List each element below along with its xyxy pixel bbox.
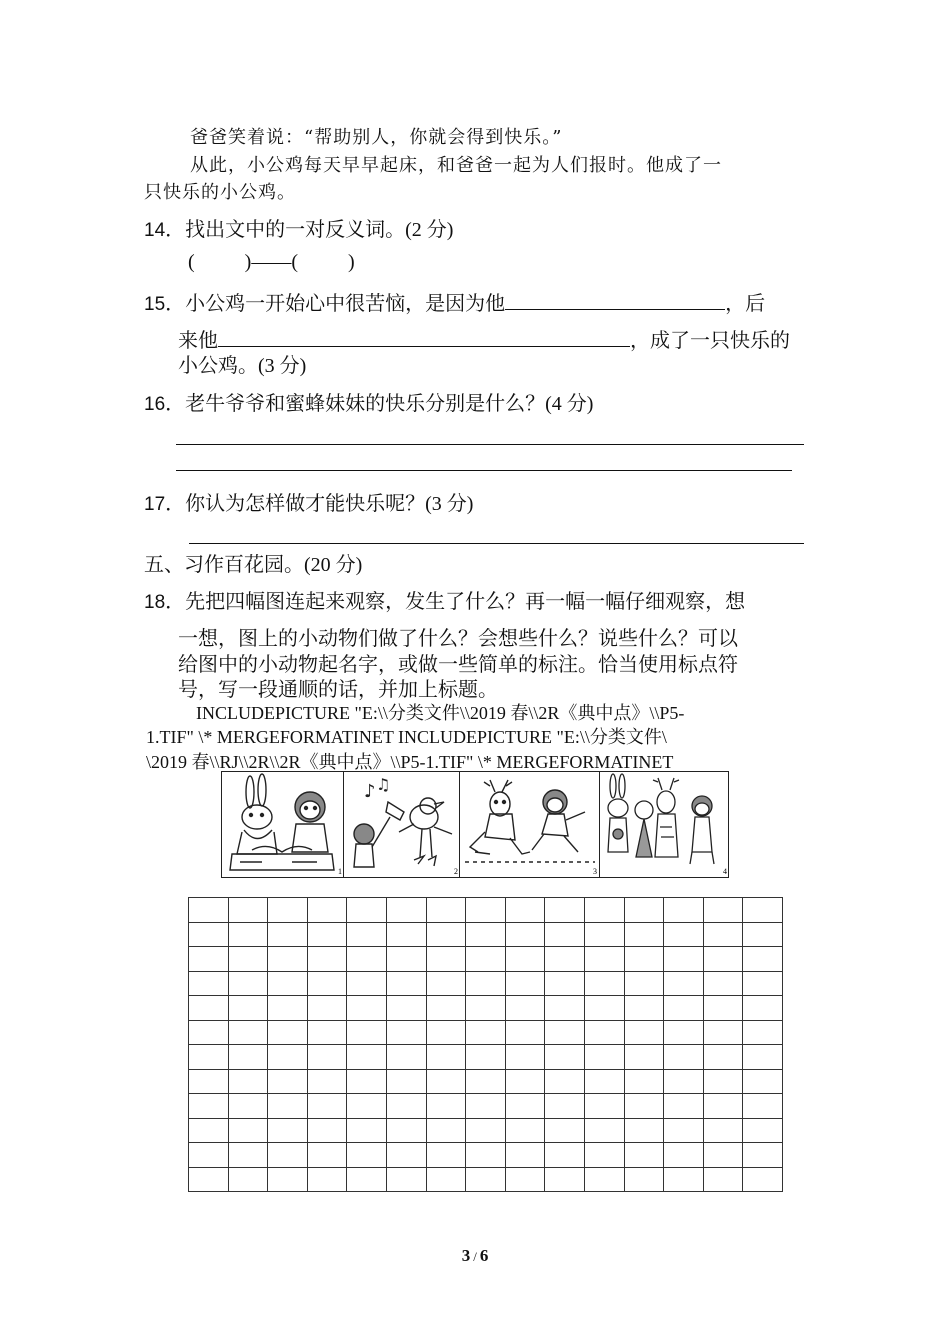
grid-cell[interactable] xyxy=(268,971,308,996)
grid-cell[interactable] xyxy=(228,1094,268,1119)
question-16: 16．老牛爷爷和蜜蜂妹妹的快乐分别是什么？(4 分) xyxy=(144,393,594,415)
grid-cell[interactable] xyxy=(505,922,545,947)
grid-cell[interactable] xyxy=(664,1094,704,1119)
grid-cell[interactable] xyxy=(347,1167,387,1192)
grid-row xyxy=(189,922,783,947)
grid-cell[interactable] xyxy=(426,947,466,972)
question-number: 18 xyxy=(144,592,166,613)
question-17: 17．你认为怎样做才能快乐呢？(3 分) xyxy=(144,493,474,515)
grid-cell[interactable] xyxy=(505,1094,545,1119)
grid-cell[interactable] xyxy=(505,1045,545,1070)
grid-cell[interactable] xyxy=(307,1118,347,1143)
grid-cell[interactable] xyxy=(664,971,704,996)
grid-cell[interactable] xyxy=(743,1020,783,1045)
grid-cell[interactable] xyxy=(426,1020,466,1045)
question-number: 16 xyxy=(144,394,166,415)
grid-cell[interactable] xyxy=(466,1118,506,1143)
grid-cell[interactable] xyxy=(307,947,347,972)
panel-number: 2 xyxy=(454,867,458,876)
grid-cell[interactable] xyxy=(347,1069,387,1094)
panel-number: 4 xyxy=(723,867,727,876)
grid-cell[interactable] xyxy=(228,1020,268,1045)
grid-cell[interactable] xyxy=(426,1069,466,1094)
question-text: 小公鸡一开始心中很苦恼，是因为他 xyxy=(185,293,506,315)
grid-row xyxy=(189,1167,783,1192)
grid-cell[interactable] xyxy=(268,898,308,923)
grid-cell[interactable] xyxy=(466,971,506,996)
grid-cell[interactable] xyxy=(386,996,426,1021)
grid-cell[interactable] xyxy=(307,898,347,923)
svg-text:♫: ♫ xyxy=(376,775,391,794)
grid-cell[interactable] xyxy=(624,898,664,923)
grid-cell[interactable] xyxy=(426,922,466,947)
grid-row xyxy=(189,996,783,1021)
question-text: ，后 xyxy=(725,293,766,315)
grid-cell[interactable] xyxy=(307,971,347,996)
grid-cell[interactable] xyxy=(545,898,585,923)
page-number xyxy=(0,1246,950,1266)
picture-panel-4 xyxy=(599,772,729,877)
grid-cell[interactable] xyxy=(347,971,387,996)
field-code-line-2: 1.TIF" \* MERGEFORMATINET INCLUDEPICTURE "E:\\分类文件\ xyxy=(146,727,667,747)
field-code-line-3: \2019 春\\RJ\\2R\\2R《典中点》\\P5-1.TIF" \* MERGEFORMATINET xyxy=(146,752,674,772)
grid-cell[interactable] xyxy=(584,1069,624,1094)
grid-cell[interactable] xyxy=(228,971,268,996)
grid-cell[interactable] xyxy=(703,1094,743,1119)
grid-cell[interactable] xyxy=(584,996,624,1021)
question-18-line-4: 号，写一段通顺的话，并加上标题。 xyxy=(178,679,498,701)
grid-cell[interactable] xyxy=(268,996,308,1021)
grid-cell[interactable] xyxy=(466,996,506,1021)
grid-row xyxy=(189,1094,783,1119)
grid-cell[interactable] xyxy=(189,1118,229,1143)
grid-cell[interactable] xyxy=(268,1143,308,1168)
grid-cell[interactable] xyxy=(189,947,229,972)
grid-cell[interactable] xyxy=(466,1020,506,1045)
grid-cell[interactable] xyxy=(703,971,743,996)
grid-cell[interactable] xyxy=(545,922,585,947)
grid-cell[interactable] xyxy=(268,947,308,972)
grid-cell[interactable] xyxy=(189,1094,229,1119)
field-code-line-1: INCLUDEPICTURE "E:\\分类文件\\2019 春\\2R《典中点》\\P5- xyxy=(196,703,685,723)
grid-cell[interactable] xyxy=(386,1118,426,1143)
grid-cell[interactable] xyxy=(584,922,624,947)
grid-cell[interactable] xyxy=(189,1020,229,1045)
grid-cell[interactable] xyxy=(426,996,466,1021)
grid-cell[interactable] xyxy=(268,1094,308,1119)
grid-cell[interactable] xyxy=(664,1020,704,1045)
grid-cell[interactable] xyxy=(386,1094,426,1119)
grid-cell[interactable] xyxy=(624,996,664,1021)
grid-cell[interactable] xyxy=(743,898,783,923)
grid-cell[interactable] xyxy=(347,1143,387,1168)
grid-cell[interactable] xyxy=(228,1045,268,1070)
grid-cell[interactable] xyxy=(505,1143,545,1168)
question-15-line-3: 小公鸡。(3 分) xyxy=(178,355,307,377)
grid-cell[interactable] xyxy=(189,922,229,947)
picture-panel-1 xyxy=(222,772,343,877)
grid-cell[interactable] xyxy=(505,1020,545,1045)
grid-cell[interactable] xyxy=(545,1045,585,1070)
grid-cell[interactable] xyxy=(189,971,229,996)
grid-cell[interactable] xyxy=(743,1045,783,1070)
story-line-1: 爸爸笑着说：“帮助别人，你就会得到快乐。” xyxy=(190,127,563,148)
grid-cell[interactable] xyxy=(466,922,506,947)
grid-cell[interactable] xyxy=(624,1118,664,1143)
grid-cell[interactable] xyxy=(664,1167,704,1192)
grid-cell[interactable] xyxy=(624,1020,664,1045)
question-number: 15 xyxy=(144,294,166,315)
grid-cell[interactable] xyxy=(347,947,387,972)
grid-cell[interactable] xyxy=(307,1020,347,1045)
grid-cell[interactable] xyxy=(624,1094,664,1119)
grid-cell[interactable] xyxy=(743,996,783,1021)
grid-cell[interactable] xyxy=(426,1045,466,1070)
monkey-with-trumpet-and-bird-illustration xyxy=(344,772,460,877)
grid-cell[interactable] xyxy=(466,1069,506,1094)
grid-cell[interactable] xyxy=(189,1143,229,1168)
question-18: 18．先把四幅图连起来观察，发生了什么？再一幅一幅仔细观察，想 xyxy=(144,591,746,613)
grid-cell[interactable] xyxy=(386,1167,426,1192)
grid-cell[interactable] xyxy=(505,898,545,923)
answer-line[interactable] xyxy=(176,444,804,445)
grid-cell[interactable] xyxy=(584,1143,624,1168)
grid-cell[interactable] xyxy=(268,922,308,947)
grid-cell[interactable] xyxy=(386,922,426,947)
grid-cell[interactable] xyxy=(664,947,704,972)
grid-cell[interactable] xyxy=(743,947,783,972)
grid-row xyxy=(189,1118,783,1143)
grid-cell[interactable] xyxy=(347,1094,387,1119)
question-18-line-2: 一想，图上的小动物们做了什么？会想些什么？说些什么？可以 xyxy=(178,628,738,650)
grid-cell[interactable] xyxy=(703,1045,743,1070)
panel-number: 3 xyxy=(593,867,597,876)
grid-cell[interactable] xyxy=(386,898,426,923)
grid-cell[interactable] xyxy=(743,971,783,996)
grid-cell[interactable] xyxy=(545,1167,585,1192)
grid-cell[interactable] xyxy=(545,947,585,972)
grid-cell[interactable] xyxy=(228,898,268,923)
grid-cell[interactable] xyxy=(703,996,743,1021)
picture-panel-2 xyxy=(343,772,460,877)
grid-cell[interactable] xyxy=(268,1045,308,1070)
grid-row xyxy=(189,1045,783,1070)
grid-cell[interactable] xyxy=(386,971,426,996)
grid-cell[interactable] xyxy=(545,1118,585,1143)
writing-grid-table[interactable] xyxy=(188,897,783,1192)
grid-cell[interactable] xyxy=(624,922,664,947)
grid-cell[interactable] xyxy=(505,947,545,972)
grid-cell[interactable] xyxy=(743,1118,783,1143)
grid-cell[interactable] xyxy=(664,898,704,923)
grid-cell[interactable] xyxy=(347,1045,387,1070)
grid-cell[interactable] xyxy=(228,1143,268,1168)
story-line-2: 从此，小公鸡每天早早起床，和爸爸一起为人们报时。他成了一 xyxy=(190,155,722,176)
grid-cell[interactable] xyxy=(743,922,783,947)
grid-cell[interactable] xyxy=(426,1143,466,1168)
question-number: 17 xyxy=(144,494,166,515)
grid-row xyxy=(189,1069,783,1094)
grid-cell[interactable] xyxy=(545,971,585,996)
grid-row xyxy=(189,1020,783,1045)
grid-cell[interactable] xyxy=(386,1045,426,1070)
rabbit-and-monkey-reading-illustration xyxy=(222,772,343,877)
grid-row xyxy=(189,947,783,972)
grid-cell[interactable] xyxy=(703,947,743,972)
grid-cell[interactable] xyxy=(743,1069,783,1094)
grid-cell[interactable] xyxy=(703,1118,743,1143)
grid-cell[interactable] xyxy=(624,1143,664,1168)
question-text: 先把四幅图连起来观察，发生了什么？再一幅一幅仔细观察，想 xyxy=(185,591,746,613)
grid-cell[interactable] xyxy=(624,971,664,996)
grid-cell[interactable] xyxy=(386,1143,426,1168)
grid-cell[interactable] xyxy=(426,898,466,923)
question-text: 找出文中的一对反义词。(2 分) xyxy=(185,219,454,241)
writing-grid[interactable] xyxy=(188,897,783,1192)
grid-cell[interactable] xyxy=(545,1069,585,1094)
svg-text:♪: ♪ xyxy=(364,781,376,802)
four-panel-picture xyxy=(221,771,729,878)
grid-cell[interactable] xyxy=(268,1020,308,1045)
grid-cell[interactable] xyxy=(624,1045,664,1070)
grid-cell[interactable] xyxy=(584,1118,624,1143)
grid-cell[interactable] xyxy=(268,1118,308,1143)
grid-cell[interactable] xyxy=(268,1069,308,1094)
grid-cell[interactable] xyxy=(228,1069,268,1094)
grid-cell[interactable] xyxy=(347,1020,387,1045)
grid-cell[interactable] xyxy=(545,1094,585,1119)
grid-cell[interactable] xyxy=(189,898,229,923)
question-14: 14．找出文中的一对反义词。(2 分) xyxy=(144,219,454,241)
grid-cell[interactable] xyxy=(664,1143,704,1168)
grid-cell[interactable] xyxy=(505,1118,545,1143)
grid-cell[interactable] xyxy=(664,1118,704,1143)
grid-cell[interactable] xyxy=(307,996,347,1021)
antonym-answer-blanks[interactable]: ( )——( ) xyxy=(188,251,355,273)
question-text: 来他 xyxy=(178,330,218,352)
grid-cell[interactable] xyxy=(584,1094,624,1119)
grid-cell[interactable] xyxy=(307,1167,347,1192)
grid-cell[interactable] xyxy=(545,1143,585,1168)
grid-row xyxy=(189,971,783,996)
grid-cell[interactable] xyxy=(624,1167,664,1192)
grid-cell[interactable] xyxy=(386,1069,426,1094)
grid-cell[interactable] xyxy=(743,1143,783,1168)
grid-cell[interactable] xyxy=(466,1094,506,1119)
grid-cell[interactable] xyxy=(307,922,347,947)
grid-cell[interactable] xyxy=(703,1069,743,1094)
grid-cell[interactable] xyxy=(664,1069,704,1094)
grid-cell[interactable] xyxy=(624,1069,664,1094)
grid-cell[interactable] xyxy=(466,1143,506,1168)
grid-cell[interactable] xyxy=(584,1167,624,1192)
four-animals-standing-illustration xyxy=(600,772,729,877)
grid-cell[interactable] xyxy=(347,898,387,923)
grid-cell[interactable] xyxy=(545,1020,585,1045)
grid-cell[interactable] xyxy=(505,1167,545,1192)
grid-cell[interactable] xyxy=(703,922,743,947)
grid-cell[interactable] xyxy=(703,1143,743,1168)
grid-cell[interactable] xyxy=(584,1045,624,1070)
grid-cell[interactable] xyxy=(386,1020,426,1045)
grid-cell[interactable] xyxy=(189,1069,229,1094)
grid-cell[interactable] xyxy=(664,922,704,947)
grid-cell[interactable] xyxy=(703,1167,743,1192)
grid-cell[interactable] xyxy=(268,1167,308,1192)
grid-cell[interactable] xyxy=(347,922,387,947)
answer-blank[interactable] xyxy=(505,291,725,310)
total-pages: 6 xyxy=(479,1246,489,1265)
grid-cell[interactable] xyxy=(624,947,664,972)
grid-cell[interactable] xyxy=(189,1045,229,1070)
grid-cell[interactable] xyxy=(386,947,426,972)
grid-cell[interactable] xyxy=(505,971,545,996)
grid-cell[interactable] xyxy=(228,947,268,972)
grid-cell[interactable] xyxy=(347,996,387,1021)
grid-cell[interactable] xyxy=(466,947,506,972)
grid-row xyxy=(189,1143,783,1168)
answer-line[interactable] xyxy=(176,470,792,471)
current-page: 3 xyxy=(461,1246,471,1265)
grid-cell[interactable] xyxy=(703,898,743,923)
grid-row xyxy=(189,898,783,923)
question-number: 14 xyxy=(144,220,166,241)
grid-cell[interactable] xyxy=(426,1094,466,1119)
question-text: 你认为怎样做才能快乐呢？(3 分) xyxy=(185,493,474,515)
grid-cell[interactable] xyxy=(584,898,624,923)
page-separator: / xyxy=(473,1249,477,1264)
grid-cell[interactable] xyxy=(228,922,268,947)
grid-cell[interactable] xyxy=(347,1118,387,1143)
grid-cell[interactable] xyxy=(505,1069,545,1094)
grid-cell[interactable] xyxy=(307,1143,347,1168)
question-text: 老牛爷爷和蜜蜂妹妹的快乐分别是什么？(4 分) xyxy=(185,393,594,415)
picture-panel-3 xyxy=(459,772,600,877)
grid-cell[interactable] xyxy=(743,1167,783,1192)
grid-cell[interactable] xyxy=(189,1167,229,1192)
grid-cell[interactable] xyxy=(426,1118,466,1143)
section-heading: 五、习作百花园。(20 分) xyxy=(144,554,363,576)
grid-cell[interactable] xyxy=(466,1167,506,1192)
grid-cell[interactable] xyxy=(584,1020,624,1045)
grid-cell[interactable] xyxy=(228,996,268,1021)
grid-cell[interactable] xyxy=(664,996,704,1021)
grid-cell[interactable] xyxy=(466,898,506,923)
goat-and-monkey-running-illustration xyxy=(460,772,600,877)
panel-number: 1 xyxy=(338,867,342,876)
grid-cell[interactable] xyxy=(307,1045,347,1070)
grid-cell[interactable] xyxy=(743,1094,783,1119)
grid-cell[interactable] xyxy=(426,971,466,996)
grid-cell[interactable] xyxy=(307,1069,347,1094)
grid-cell[interactable] xyxy=(664,1045,704,1070)
question-text: ，成了一只快乐的 xyxy=(630,330,790,352)
grid-cell[interactable] xyxy=(545,996,585,1021)
question-18-line-3: 给图中的小动物起名字，或做一些简单的标注。恰当使用标点符 xyxy=(178,654,738,676)
grid-cell[interactable] xyxy=(584,947,624,972)
grid-cell[interactable] xyxy=(189,996,229,1021)
grid-cell[interactable] xyxy=(584,971,624,996)
grid-cell[interactable] xyxy=(703,1020,743,1045)
story-line-3: 只快乐的小公鸡。 xyxy=(144,182,296,203)
grid-cell[interactable] xyxy=(505,996,545,1021)
grid-cell[interactable] xyxy=(466,1045,506,1070)
grid-cell[interactable] xyxy=(307,1094,347,1119)
question-15: 15．小公鸡一开始心中很苦恼，是因为他 ，后 xyxy=(144,293,766,315)
grid-cell[interactable] xyxy=(426,1167,466,1192)
answer-line[interactable] xyxy=(189,543,804,544)
answer-blank[interactable] xyxy=(218,328,630,347)
grid-cell[interactable] xyxy=(228,1167,268,1192)
grid-cell[interactable] xyxy=(228,1118,268,1143)
